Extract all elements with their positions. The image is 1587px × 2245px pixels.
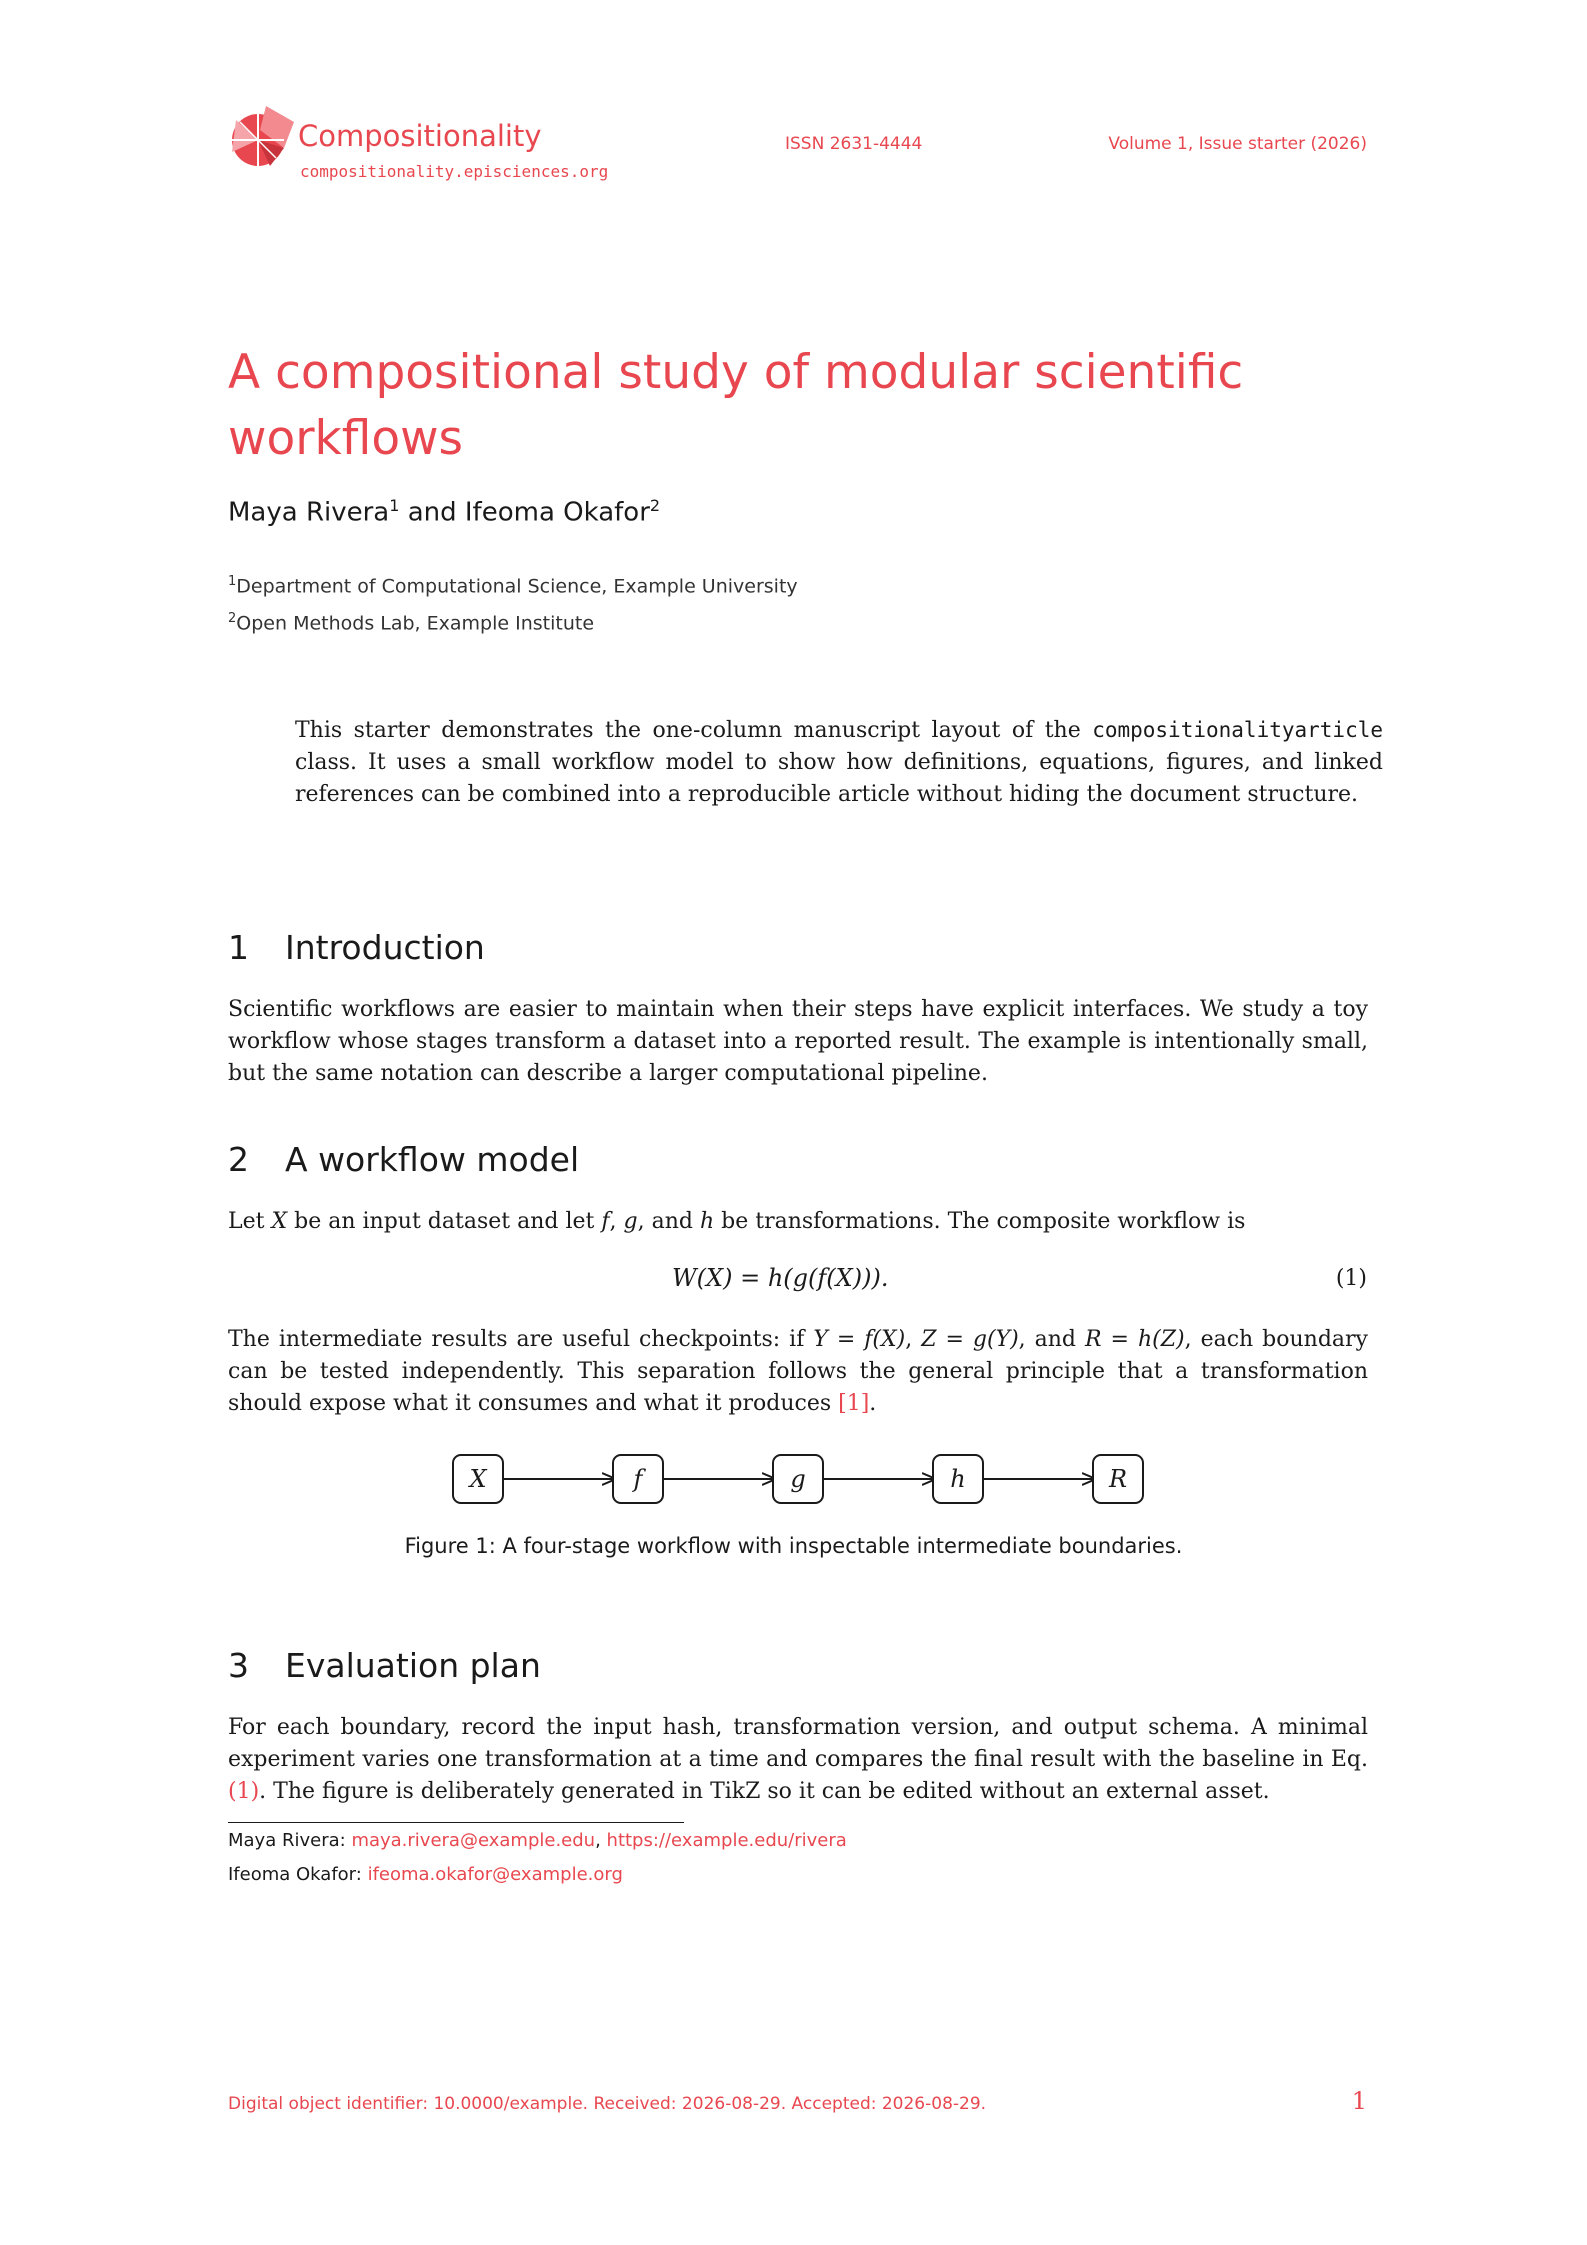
text: , and [637, 1209, 700, 1234]
author-affil-mark: 1 [389, 496, 400, 515]
journal-url[interactable]: compositionality.episciences.org [300, 162, 609, 181]
affil-text: Open Methods Lab, Example Institute [236, 612, 595, 635]
workflow-node: g [772, 1454, 824, 1504]
section-number: 3 [228, 1646, 249, 1685]
email-link[interactable]: ifeoma.okafor@example.org [367, 1864, 623, 1885]
section-number: 2 [228, 1140, 249, 1179]
paper-title: A compositional study of modular scientific workflows [228, 345, 1244, 466]
text: , each boundary can be tested independently. This separation follows the general principle that a transformation should expose what it consumes and what it produces [228, 1327, 1368, 1416]
journal-name[interactable]: Compositionality [298, 119, 542, 153]
homepage-link[interactable]: https://example.edu/rivera [606, 1830, 847, 1851]
section-heading [228, 1140, 579, 1179]
text: be transformations. The composite workflow is [714, 1209, 1246, 1234]
section-heading [228, 928, 485, 967]
workflow-node: f [612, 1454, 664, 1504]
figure-caption: Figure 1: A four-stage workflow with inspectable intermediate boundaries. [404, 1534, 1183, 1558]
citation-link[interactable]: [1] [838, 1391, 870, 1416]
text: be an input dataset and let [287, 1209, 602, 1234]
text: . [869, 1391, 877, 1416]
footnote: Maya Rivera: maya.rivera@example.edu, https://example.edu/rivera [228, 1830, 847, 1851]
text: , [905, 1327, 922, 1352]
doi-line: Digital object identifier: 10.0000/example. Received: 2026-08-29. Accepted: 2026-08-29. [228, 2094, 987, 2114]
section-heading [228, 1646, 541, 1685]
section-title: Evaluation plan [285, 1646, 541, 1685]
abstract-text: class. It uses a small workflow model to show how definitions, equations, figures, and linked references can be combined into a reproducible article without hiding the document structure. [295, 750, 1383, 807]
text: Let [228, 1209, 272, 1234]
math: X [271, 1209, 288, 1234]
issn: ISSN 2631-4444 [785, 134, 923, 154]
abstract-class-name: compositionalityarticle [1092, 718, 1383, 742]
equation-ref-link[interactable]: (1) [228, 1779, 260, 1804]
workflow-node: X [452, 1454, 504, 1504]
math: Y = f(X) [813, 1327, 906, 1352]
affil-text: Department of Computational Science, Example University [236, 575, 798, 598]
math: f [601, 1209, 610, 1234]
math: h [699, 1209, 715, 1234]
affiliation [228, 611, 594, 634]
section-number: 1 [228, 928, 249, 967]
math: R = h(Z) [1085, 1327, 1185, 1352]
text: . The figure is deliberately generated in TikZ so it can be edited without an external asset. [259, 1779, 1270, 1804]
text: , [609, 1209, 624, 1234]
abstract [295, 714, 1383, 811]
affiliation [228, 574, 798, 597]
section-paragraph [228, 1324, 1368, 1420]
text: The intermediate results are useful checkpoints: if [228, 1327, 814, 1352]
section-paragraph [228, 1712, 1368, 1808]
affil-mark: 2 [228, 611, 237, 626]
equation: W(X) = h(g(f(X))). [672, 1264, 889, 1292]
affil-mark: 1 [228, 574, 237, 589]
equation-number: (1) [1335, 1266, 1367, 1291]
section-paragraph: Scientific workflows are easier to maintain when their steps have explicit interfaces. We study a toy workflow whose stages transform a dataset into a reported result. The example is intentionally small, but the same notation can describe a larger computational pipeline. [228, 997, 1368, 1086]
section-title: A workflow model [285, 1140, 580, 1179]
section-paragraph [228, 1206, 1368, 1238]
section-title: Introduction [285, 928, 485, 967]
author-name: Ifeoma Okafor [464, 497, 650, 528]
email-link[interactable]: maya.rivera@example.edu [351, 1830, 596, 1851]
math: g [623, 1209, 638, 1234]
author-affil-mark: 2 [649, 496, 661, 515]
text: For each boundary, record the input hash, transformation version, and output schema. A minimal experiment varies one transformation at a time and compares the final result with the baseline in Eq. [228, 1715, 1368, 1772]
page-number: 1 [1351, 2087, 1367, 2115]
workflow-node: R [1092, 1454, 1144, 1504]
footnote-author: Maya Rivera: [228, 1830, 346, 1851]
math: Z = g(Y) [921, 1327, 1019, 1352]
author-joiner: and [407, 497, 457, 528]
journal-logo-icon [226, 100, 298, 172]
workflow-node: h [932, 1454, 984, 1504]
footnote-rule [228, 1822, 684, 1823]
footnote-author: Ifeoma Okafor: [228, 1864, 362, 1885]
text: , and [1018, 1327, 1085, 1352]
author-list [228, 496, 660, 528]
abstract-text: This starter demonstrates the one-column manuscript layout of the [295, 718, 1093, 743]
volume-issue: Volume 1, Issue starter (2026) [1108, 134, 1367, 154]
footnote [228, 1864, 623, 1885]
author-name: Maya Rivera [228, 497, 390, 528]
